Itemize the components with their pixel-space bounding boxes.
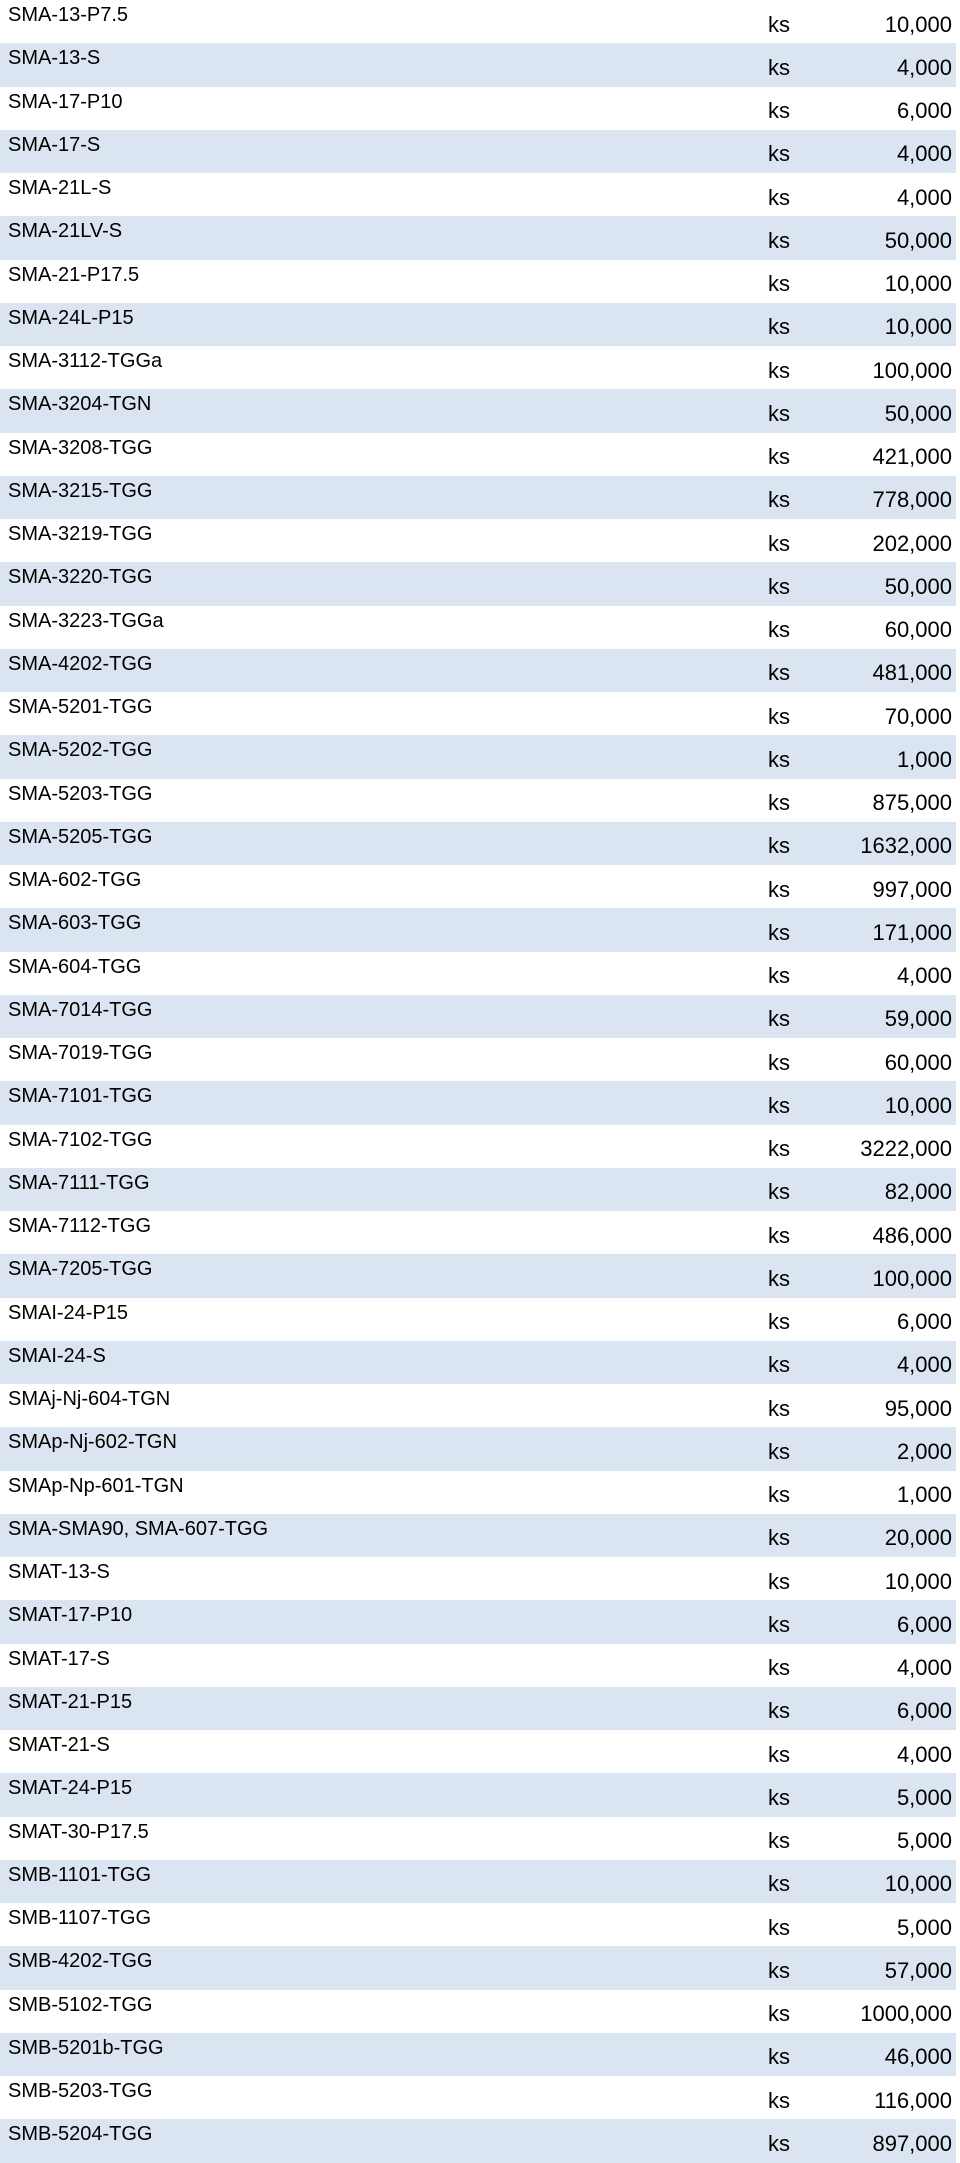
table-row (0, 1341, 956, 1384)
item-code: SMA-3219-TGG (8, 523, 153, 545)
item-quantity: 6,000 (896, 1611, 952, 1637)
item-code: SMA-7205-TGG (8, 1258, 153, 1281)
item-quantity: 5,000 (896, 1914, 952, 1940)
item-unit: ks (768, 1438, 790, 1464)
item-quantity: 100,000 (872, 357, 952, 383)
item-quantity: 10,000 (884, 314, 952, 340)
item-code: SMB-4202-TGG (8, 1950, 153, 1973)
item-quantity: 10,000 (884, 1568, 952, 1594)
item-unit: ks (768, 2001, 790, 2027)
item-unit: ks (768, 1698, 790, 1724)
item-code: SMAT-21-P15 (8, 1690, 133, 1713)
item-unit: ks (768, 487, 790, 513)
item-quantity: 100,000 (872, 1265, 952, 1291)
table-row (0, 2033, 956, 2076)
item-unit: ks (768, 963, 790, 989)
item-code: SMA-7019-TGG (8, 1042, 153, 1064)
table-row (0, 822, 956, 865)
table-row (0, 0, 956, 43)
table-row (0, 260, 956, 303)
item-code: SMAT-17-P10 (8, 1604, 133, 1627)
item-code: SMA-5205-TGG (8, 825, 153, 848)
item-unit: ks (768, 2130, 790, 2156)
table-row (0, 173, 956, 216)
item-unit: ks (768, 1352, 790, 1378)
item-code: SMA-21L-S (8, 177, 112, 199)
item-code: SMA-7111-TGG (8, 1171, 150, 1194)
item-quantity: 50,000 (884, 227, 952, 253)
item-quantity: 10,000 (884, 11, 952, 37)
item-quantity: 202,000 (872, 530, 952, 556)
item-code: SMB-1107-TGG (8, 1907, 151, 1929)
table-row (0, 2119, 956, 2162)
item-quantity: 897,000 (872, 2130, 952, 2156)
table-row (0, 1990, 956, 2033)
table-row (0, 1038, 956, 1081)
table-row (0, 1730, 956, 1773)
item-code: SMA-13-P7.5 (8, 4, 129, 26)
table-row (0, 216, 956, 259)
item-quantity: 10,000 (884, 1092, 952, 1118)
item-code: SMAT-21-S (8, 1734, 110, 1756)
table-row (0, 1471, 956, 1514)
item-unit: ks (768, 1784, 790, 1810)
item-unit: ks (768, 876, 790, 902)
item-quantity: 4,000 (896, 54, 952, 80)
table-row (0, 303, 956, 346)
item-unit: ks (768, 1525, 790, 1551)
item-quantity: 116,000 (874, 2087, 952, 2113)
item-unit: ks (768, 1828, 790, 1854)
item-code: SMA-603-TGG (8, 912, 142, 935)
item-code: SMA-3220-TGG (8, 566, 153, 589)
item-code: SMAj-Nj-604-TGN (8, 1388, 171, 1410)
item-code: SMA-21-P17.5 (8, 263, 140, 286)
table-row (0, 476, 956, 519)
item-code: SMA-7014-TGG (8, 998, 153, 1021)
item-unit: ks (768, 400, 790, 426)
item-quantity: 70,000 (884, 703, 952, 729)
item-unit: ks (768, 444, 790, 470)
item-code: SMA-17-P10 (8, 90, 123, 113)
table-row (0, 1946, 956, 1989)
item-quantity: 6,000 (896, 1309, 952, 1335)
item-code: SMA-SMA90, SMA-607-TGG (8, 1517, 269, 1540)
item-quantity: 171,000 (872, 919, 952, 945)
item-unit: ks (768, 1741, 790, 1767)
item-unit: ks (768, 1092, 790, 1118)
item-code: SMA-5203-TGG (8, 782, 153, 805)
item-code: SMB-5204-TGG (8, 2123, 153, 2146)
item-quantity: 997,000 (872, 876, 952, 902)
item-code: SMAT-17-S (8, 1647, 110, 1670)
table-row (0, 1211, 956, 1254)
item-quantity: 4,000 (896, 1741, 952, 1767)
item-unit: ks (768, 1222, 790, 1248)
item-code: SMA-3223-TGGa (8, 609, 164, 632)
item-code: SMA-3112-TGGa (8, 350, 163, 372)
table-row (0, 130, 956, 173)
item-code: SMAI-24-S (8, 1344, 106, 1367)
item-code: SMA-5201-TGG (8, 696, 153, 718)
item-quantity: 6,000 (896, 1698, 952, 1724)
item-code: SMB-5201b-TGG (8, 2036, 164, 2059)
item-code: SMAp-Np-601-TGN (8, 1474, 184, 1497)
table-row (0, 1644, 956, 1687)
item-quantity: 5,000 (896, 1828, 952, 1854)
table-row (0, 1860, 956, 1903)
item-quantity: 5,000 (896, 1784, 952, 1810)
item-code: SMB-1101-TGG (8, 1863, 151, 1886)
item-quantity: 10,000 (884, 271, 952, 297)
item-unit: ks (768, 703, 790, 729)
item-unit: ks (768, 2087, 790, 2113)
item-quantity: 46,000 (884, 2044, 952, 2070)
item-quantity: 50,000 (884, 400, 952, 426)
item-quantity: 95,000 (884, 1395, 952, 1421)
item-code: SMA-13-S (8, 47, 101, 70)
item-unit: ks (768, 919, 790, 945)
item-code: SMA-24L-P15 (8, 306, 134, 329)
item-unit: ks (768, 1914, 790, 1940)
item-code: SMB-5102-TGG (8, 1993, 153, 2016)
item-unit: ks (768, 1611, 790, 1637)
item-quantity: 50,000 (884, 573, 952, 599)
item-quantity: 1632,000 (860, 833, 952, 859)
item-unit: ks (768, 573, 790, 599)
table-row (0, 692, 956, 735)
table-row (0, 779, 956, 822)
table-row (0, 1817, 956, 1860)
item-quantity: 20,000 (884, 1525, 952, 1551)
item-unit: ks (768, 1136, 790, 1162)
item-unit: ks (768, 1568, 790, 1594)
item-quantity: 486,000 (872, 1222, 952, 1248)
item-unit: ks (768, 1309, 790, 1335)
table-row (0, 908, 956, 951)
item-unit: ks (768, 1179, 790, 1205)
item-quantity: 10,000 (884, 1871, 952, 1897)
item-unit: ks (768, 54, 790, 80)
item-code: SMA-7102-TGG (8, 1128, 153, 1151)
item-unit: ks (768, 11, 790, 37)
table-row (0, 1514, 956, 1557)
item-code: SMB-5203-TGG (8, 2080, 153, 2102)
item-unit: ks (768, 530, 790, 556)
item-quantity: 59,000 (884, 1006, 952, 1032)
item-quantity: 4,000 (896, 963, 952, 989)
item-unit: ks (768, 314, 790, 340)
item-unit: ks (768, 1655, 790, 1681)
table-row (0, 1427, 956, 1470)
item-unit: ks (768, 1957, 790, 1983)
table-row (0, 519, 956, 562)
table-row (0, 1081, 956, 1124)
item-code: SMAT-13-S (8, 1561, 110, 1583)
item-unit: ks (768, 660, 790, 686)
table-row (0, 1125, 956, 1168)
item-quantity: 4,000 (896, 141, 952, 167)
item-unit: ks (768, 617, 790, 643)
item-code: SMAp-Nj-602-TGN (8, 1431, 177, 1454)
item-quantity: 57,000 (884, 1957, 952, 1983)
item-quantity: 60,000 (884, 1049, 952, 1075)
item-code: SMA-3204-TGN (8, 393, 152, 416)
table-row (0, 606, 956, 649)
item-quantity: 481,000 (872, 660, 952, 686)
table-row (0, 346, 956, 389)
table-row (0, 1600, 956, 1643)
item-code: SMAT-30-P17.5 (8, 1820, 149, 1843)
table-row (0, 1903, 956, 1946)
item-quantity: 4,000 (896, 184, 952, 210)
item-code: SMA-602-TGG (8, 869, 142, 891)
table-row (0, 1168, 956, 1211)
item-quantity: 875,000 (872, 790, 952, 816)
item-unit: ks (768, 227, 790, 253)
table-row (0, 389, 956, 432)
item-unit: ks (768, 271, 790, 297)
item-code: SMA-5202-TGG (8, 739, 153, 762)
item-quantity: 1000,000 (860, 2001, 952, 2027)
table-row (0, 43, 956, 86)
item-code: SMA-17-S (8, 133, 101, 156)
item-code: SMA-7101-TGG (8, 1085, 153, 1108)
item-unit: ks (768, 141, 790, 167)
item-unit: ks (768, 1265, 790, 1291)
item-code: SMA-4202-TGG (8, 652, 153, 675)
item-unit: ks (768, 184, 790, 210)
table-row (0, 1557, 956, 1600)
item-quantity: 421,000 (872, 444, 952, 470)
item-unit: ks (768, 1049, 790, 1075)
table-row (0, 735, 956, 778)
item-quantity: 778,000 (872, 487, 952, 513)
table-row (0, 1773, 956, 1816)
item-unit: ks (768, 746, 790, 772)
table-row (0, 87, 956, 130)
table-row (0, 562, 956, 605)
table-row (0, 952, 956, 995)
item-code: SMA-3215-TGG (8, 479, 153, 502)
item-unit: ks (768, 2044, 790, 2070)
item-code: SMA-7112-TGG (8, 1215, 151, 1237)
item-quantity: 60,000 (884, 617, 952, 643)
item-unit: ks (768, 1006, 790, 1032)
item-code: SMA-3208-TGG (8, 436, 153, 459)
table-row (0, 649, 956, 692)
item-quantity: 1,000 (896, 1482, 952, 1508)
item-unit: ks (768, 1871, 790, 1897)
table-row (0, 433, 956, 476)
item-unit: ks (768, 790, 790, 816)
table-row (0, 1384, 956, 1427)
table-row (0, 2076, 956, 2119)
table-row (0, 995, 956, 1038)
item-quantity: 6,000 (896, 98, 952, 124)
item-code: SMAT-24-P15 (8, 1777, 133, 1800)
item-quantity: 1,000 (896, 746, 952, 772)
item-code: SMA-21LV-S (8, 220, 123, 243)
table-row (0, 865, 956, 908)
table-row (0, 1298, 956, 1341)
item-unit: ks (768, 357, 790, 383)
item-quantity: 3222,000 (860, 1136, 952, 1162)
item-code: SMA-604-TGG (8, 955, 142, 978)
item-quantity: 4,000 (896, 1655, 952, 1681)
item-quantity: 4,000 (896, 1352, 952, 1378)
item-unit: ks (768, 1482, 790, 1508)
table-row (0, 1687, 956, 1730)
item-unit: ks (768, 1395, 790, 1421)
item-quantity: 2,000 (896, 1438, 952, 1464)
item-unit: ks (768, 98, 790, 124)
table-row (0, 1254, 956, 1297)
item-quantity: 82,000 (884, 1179, 952, 1205)
item-unit: ks (768, 833, 790, 859)
item-code: SMAI-24-P15 (8, 1301, 129, 1324)
